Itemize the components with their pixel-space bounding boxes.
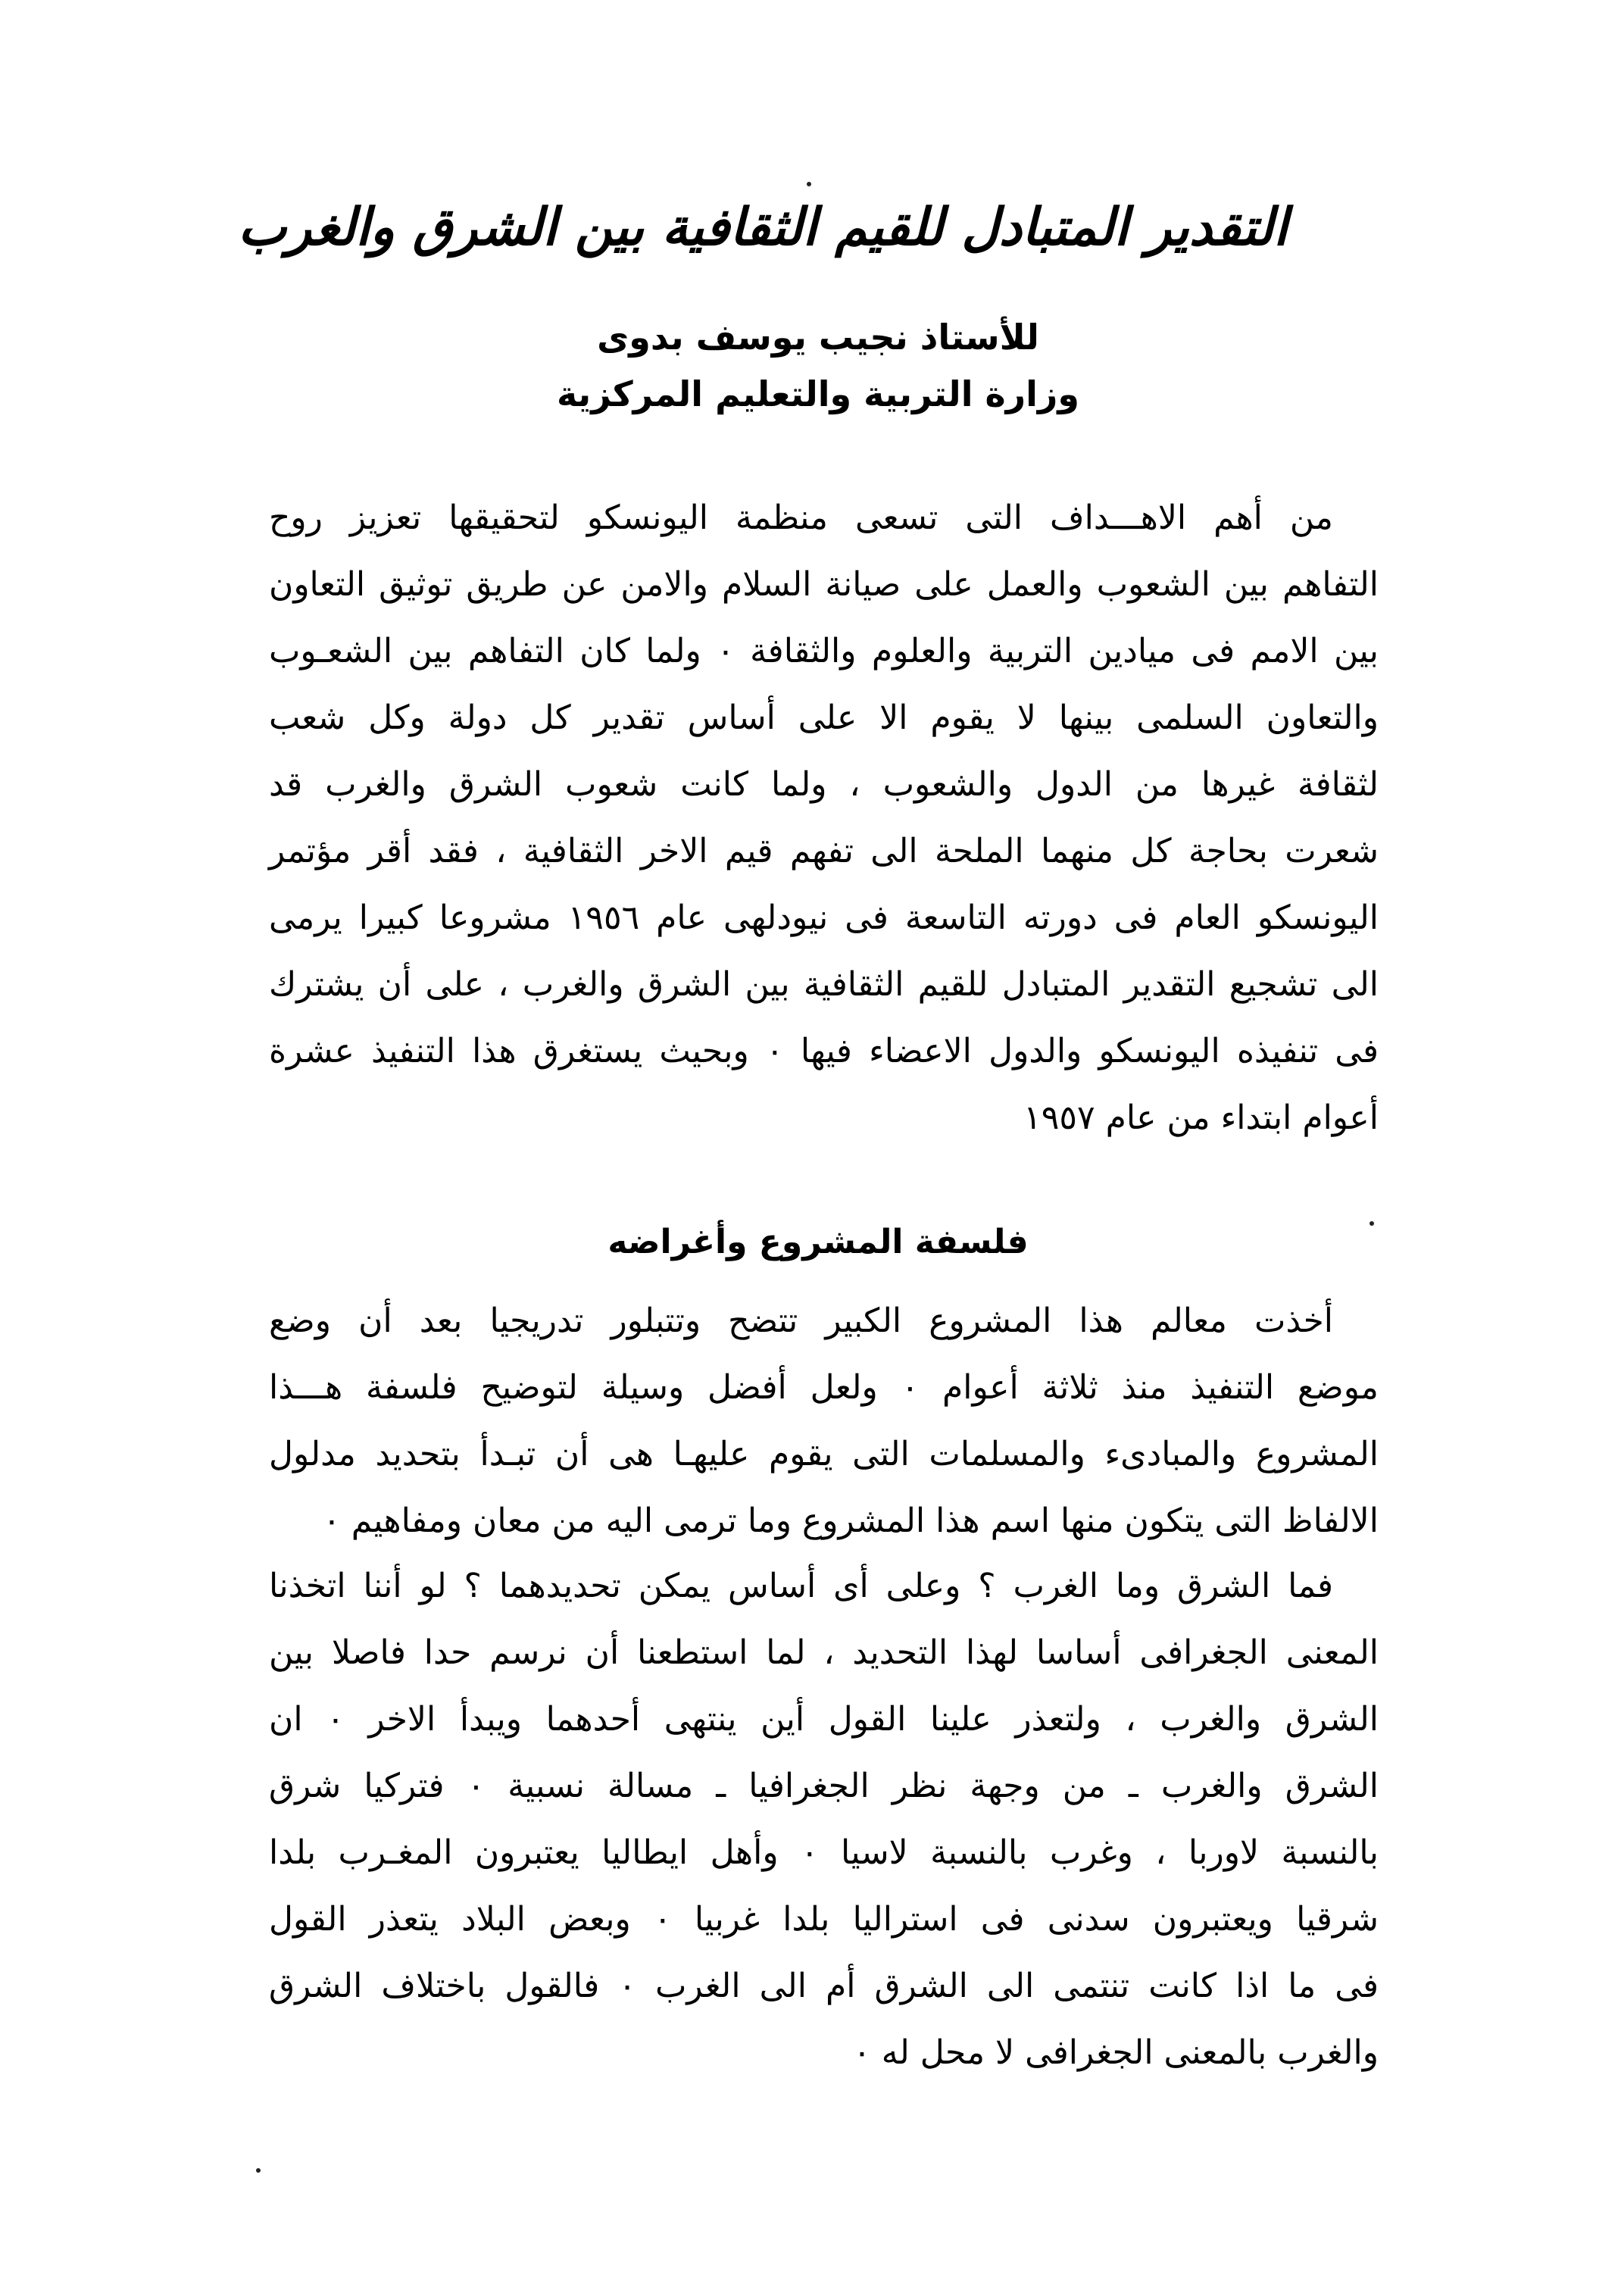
paragraph-line: والتعاون السلمى بينها لا يقوم الا على أساس تقدير كل دولة وكل شعب (269, 698, 1379, 737)
paragraph-line: المشروع والمبادىء والمسلمات التى يقوم عليهـا هى أن تبـدأ بتحديد مدلول (269, 1435, 1379, 1473)
paragraph-line: فما الشرق وما الغرب ؟ وعلى أى أساس يمكن تحديدهما ؟ لو أننا اتخذنا (269, 1567, 1333, 1605)
paragraph-line: من أهم الاهـــداف التى تسعى منظمة اليونسكو لتحقيقها تعزيز روح (269, 498, 1333, 537)
paragraph-line: التفاهم بين الشعوب والعمل على صيانة السلام والامن عن طريق توثيق التعاون (269, 565, 1379, 604)
paragraph-line: والغرب بالمعنى الجغرافى لا محل له ٠ (853, 2033, 1379, 2072)
scan-speck (256, 2168, 261, 2173)
paragraph-line: أعوام ابتداء من عام ١٩٥٧ (1023, 1098, 1379, 1137)
paragraph-line: الشرق والغرب ، ولتعذر علينا القول أين ينتهى أحدهما ويبدأ الاخر ٠ ان (269, 1700, 1379, 1739)
paragraph-line: بالنسبة لاوربا ، وغرب بالنسبة لاسيا ٠ وأهل ايطاليا يعتبرون المغـرب بلدا (269, 1833, 1379, 1872)
paragraph-line: موضع التنفيذ منذ ثلاثة أعوام ٠ ولعل أفضل وسيلة لتوضيح فلسفة هـــذا (269, 1368, 1379, 1407)
paragraph-line: أخذت معالم هذا المشروع الكبير تتضح وتتبلور تدريجيا بعد أن وضع (269, 1301, 1333, 1340)
paragraph-line: الالفاظ التى يتكون منها اسم هذا المشروع وما ترمى اليه من معان ومفاهيم ٠ (323, 1501, 1379, 1540)
author-affiliation: وزارة التربية والتعليم المركزية (557, 373, 1079, 414)
paragraph-line: فى ما اذا كانت تنتمى الى الشرق أم الى الغرب ٠ فالقول باختلاف الشرق (269, 1967, 1379, 2005)
paragraph-line: شرقيا ويعتبرون سدنى فى استراليا بلدا غربيا ٠ وبعض البلاد يتعذر القول (269, 1900, 1379, 1939)
section-heading: فلسفة المشروع وأغراضه (607, 1223, 1029, 1261)
paragraph-line: فى تنفيذه اليونسكو والدول الاعضاء فيها ٠ وبحيث يستغرق هذا التنفيذ عشرة (269, 1032, 1379, 1070)
paragraph-line: الى تشجيع التقدير المتبادل للقيم الثقافية بين الشرق والغرب ، على أن يشترك (269, 965, 1379, 1004)
paragraph-line: لثقافة غيرها من الدول والشعوب ، ولما كانت شعوب الشرق والغرب قد (269, 765, 1379, 804)
paragraph-1 (269, 485, 1379, 1151)
paragraph-2 (269, 1288, 1379, 1555)
page-title: التقدير المتبادل للقيم الثقافية بين الشرق والغرب (238, 197, 1288, 258)
paragraph-line: شعرت بحاجة كل منهما الملحة الى تفهم قيم الاخر الثقافية ، فقد أقر مؤتمر (269, 832, 1379, 870)
paragraph-line: بين الامم فى ميادين التربية والعلوم والثقافة ٠ ولما كان التفاهم بين الشعـوب (269, 632, 1379, 670)
scan-speck (807, 182, 811, 186)
paragraph-line: المعنى الجغرافى أساسا لهذا التحديد ، لما استطعنا أن نرسم حدا فاصلا بين (269, 1633, 1379, 1672)
paragraph-3 (269, 1553, 1379, 2086)
author-name: للأستاذ نجيب يوسف بدوى (597, 317, 1039, 358)
scan-speck (1369, 1221, 1374, 1226)
paragraph-line: الشرق والغرب ـ من وجهة نظر الجغرافيا ـ مسالة نسبية ٠ فتركيا شرق (269, 1767, 1379, 1805)
paragraph-line: اليونسكو العام فى دورته التاسعة فى نيودلهى عام ١٩٥٦ مشروعا كبيرا يرمى (269, 898, 1379, 937)
